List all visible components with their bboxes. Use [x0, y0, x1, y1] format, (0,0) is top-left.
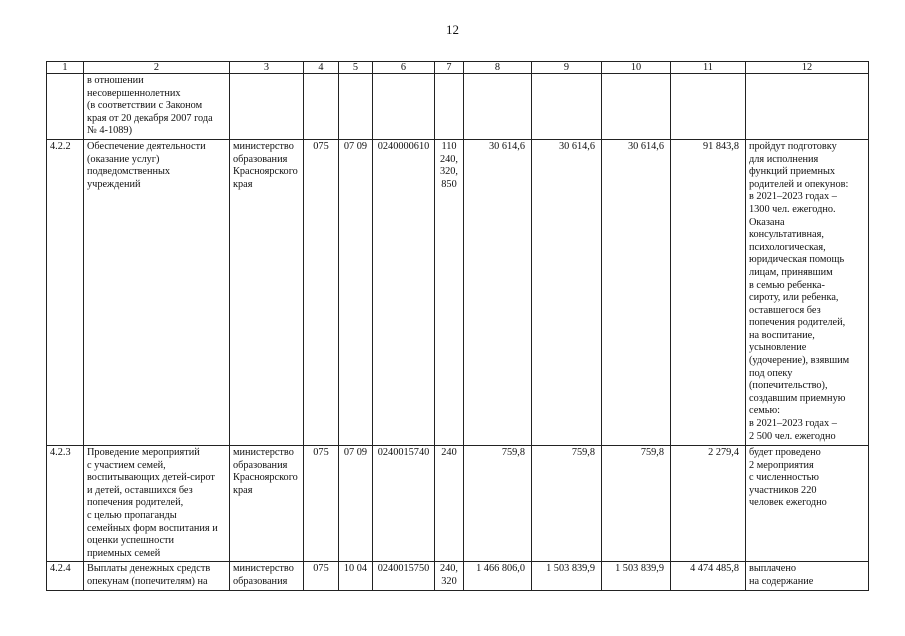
- cell-line: выплачено: [749, 563, 796, 575]
- header-cell: 2: [84, 62, 230, 74]
- cell-line: 1300 чел. ежегодно.: [749, 203, 836, 215]
- item-name-cell: [84, 562, 230, 590]
- cell-line: края: [233, 484, 253, 496]
- cell-text: 07 09: [343, 446, 368, 458]
- rzpr-code-cell: [339, 139, 373, 445]
- header-cell: 3: [230, 62, 304, 74]
- cell-line: функций приемных: [749, 166, 836, 178]
- cell-line: семью:: [749, 405, 781, 417]
- item-name-cell: [84, 445, 230, 561]
- cell-line: 110: [441, 140, 457, 152]
- amount-2023-cell: [602, 74, 671, 140]
- cell-line: человек ежегодно: [749, 497, 827, 509]
- amount-2023-cell: [602, 139, 671, 445]
- amount-2023-cell: [602, 562, 671, 590]
- cell-text: 30 614,6: [488, 140, 525, 152]
- vr-code-cell: [435, 445, 464, 561]
- cell-line: пройдут подготовку: [749, 140, 837, 152]
- cell-text: 07 09: [343, 140, 368, 152]
- cell-line: 240,: [439, 563, 459, 575]
- budget-table: [46, 61, 869, 591]
- cell-line: в 2021–2023 годах –: [749, 418, 837, 430]
- cell-line: попечения родителей,: [87, 497, 184, 509]
- cell-line: Выплаты денежных средств: [87, 563, 211, 575]
- amount-2023-cell: [602, 445, 671, 561]
- cell-line: Оказана: [749, 216, 785, 228]
- item-number-cell: [47, 139, 84, 445]
- header-cell: 9: [532, 62, 602, 74]
- expected-result-cell: [746, 139, 869, 445]
- cell-line: 240: [441, 446, 457, 458]
- cell-line: приемных семей: [87, 547, 161, 559]
- table-body: [47, 62, 869, 591]
- cell-line: и детей, оставшихся без: [87, 484, 193, 496]
- header-cell: 8: [464, 62, 532, 74]
- cell-text: 2 279,4: [708, 446, 739, 458]
- cell-line: на воспитание,: [749, 329, 815, 341]
- table-row: [47, 445, 869, 561]
- cell-line: в семью ребенка-: [749, 279, 825, 291]
- header-cell: 1: [47, 62, 84, 74]
- cell-line: края от 20 декабря 2007 года: [87, 112, 213, 124]
- header-cell: 12: [746, 62, 869, 74]
- cell-line: воспитывающих детей-сирот: [87, 472, 215, 484]
- cell-line: министерство: [233, 446, 294, 458]
- grbs-code-cell: [304, 562, 339, 590]
- grbs-code-cell: [304, 445, 339, 561]
- cell-text: 759,8: [571, 446, 595, 458]
- item-number-cell: [47, 74, 84, 140]
- cell-line: на содержание: [749, 575, 814, 587]
- cell-line: учреждений: [87, 178, 141, 190]
- cell-line: подведомственных: [87, 166, 171, 178]
- table-row: [47, 139, 869, 445]
- csr-code-cell: [373, 139, 435, 445]
- cell-line: 2 мероприятия: [749, 459, 814, 471]
- item-number-cell: [47, 445, 84, 561]
- cell-line: участников 220: [749, 484, 817, 496]
- cell-text: 4.2.2: [50, 140, 71, 152]
- amount-2022-cell: [532, 445, 602, 561]
- cell-line: несовершеннолетних: [87, 87, 181, 99]
- cell-text: 1 466 806,0: [476, 563, 525, 575]
- header-cell: 10: [602, 62, 671, 74]
- csr-code-cell: [373, 562, 435, 590]
- amount-2021-cell: [464, 445, 532, 561]
- expected-result-cell: [746, 445, 869, 561]
- cell-line: оценки успешности: [87, 535, 175, 547]
- cell-line: в отношении: [87, 75, 144, 86]
- amount-2022-cell: [532, 74, 602, 140]
- cell-line: попечения родителей,: [749, 317, 846, 329]
- amount-2021-cell: [464, 562, 532, 590]
- grbs-code-cell: [304, 74, 339, 140]
- vr-code-cell: [435, 74, 464, 140]
- amount-total-cell: [671, 139, 746, 445]
- table-row: [47, 74, 869, 140]
- cell-line: Красноярского: [233, 166, 298, 178]
- header-cell: 11: [671, 62, 746, 74]
- grbs-code-cell: [304, 139, 339, 445]
- cell-text: 0240000610: [377, 140, 430, 152]
- cell-line: 2 500 чел. ежегодно: [749, 430, 836, 442]
- vr-code-cell: [435, 139, 464, 445]
- cell-line: с численностью: [749, 472, 819, 484]
- cell-text: 0240015740: [377, 446, 430, 458]
- cell-line: усыновление: [749, 342, 807, 354]
- cell-line: юридическая помощь: [749, 254, 845, 266]
- cell-line: (в соответствии с Законом: [87, 100, 203, 112]
- page-number: 12: [446, 22, 459, 37]
- cell-text: 075: [313, 140, 329, 152]
- csr-code-cell: [373, 445, 435, 561]
- cell-line: сироту, или ребенка,: [749, 292, 839, 304]
- cell-line: в 2021–2023 годах –: [749, 191, 837, 203]
- cell-line: 320,: [439, 166, 459, 178]
- cell-line: (попечительство),: [749, 380, 828, 392]
- cell-line: 850: [441, 178, 457, 190]
- cell-line: края: [233, 178, 253, 190]
- expected-result-cell: [746, 562, 869, 590]
- cell-line: родителей и опекунов:: [749, 178, 849, 190]
- amount-2022-cell: [532, 139, 602, 445]
- vr-code-cell: [435, 562, 464, 590]
- header-cell: 6: [373, 62, 435, 74]
- cell-line: лицам, принявшим: [749, 266, 833, 278]
- cell-line: 320: [441, 575, 457, 587]
- rzpr-code-cell: [339, 74, 373, 140]
- cell-text: 1 503 839,9: [546, 563, 595, 575]
- table-row: [47, 562, 869, 590]
- item-name-cell: [84, 74, 230, 140]
- cell-line: 240,: [439, 153, 459, 165]
- header-cell: 7: [435, 62, 464, 74]
- cell-line: образования: [233, 459, 288, 471]
- rzpr-code-cell: [339, 562, 373, 590]
- ministry-cell: [230, 445, 304, 561]
- cell-text: 30 614,6: [627, 140, 664, 152]
- cell-line: (удочерение), взявшим: [749, 355, 850, 367]
- cell-line: министерство: [233, 563, 294, 575]
- expected-result-cell: [746, 74, 869, 140]
- cell-line: образования: [233, 575, 288, 587]
- header-cell: 5: [339, 62, 373, 74]
- ministry-cell: [230, 562, 304, 590]
- amount-total-cell: [671, 74, 746, 140]
- cell-text: 075: [313, 446, 329, 458]
- ministry-cell: [230, 74, 304, 140]
- amount-total-cell: [671, 562, 746, 590]
- cell-line: будет проведено: [749, 446, 821, 458]
- header-cell: 4: [304, 62, 339, 74]
- cell-text: 759,8: [501, 446, 525, 458]
- cell-text: 30 614,6: [558, 140, 595, 152]
- cell-line: № 4-1089): [87, 125, 132, 137]
- cell-text: 759,8: [640, 446, 664, 458]
- cell-line: Проведение мероприятий: [87, 446, 200, 458]
- cell-text: 91 843,8: [702, 140, 739, 152]
- cell-line: оставшегося без: [749, 304, 821, 316]
- item-name-cell: [84, 139, 230, 445]
- cell-text: 4 474 485,8: [690, 563, 739, 575]
- cell-line: для исполнения: [749, 153, 819, 165]
- cell-line: консультативная,: [749, 229, 824, 241]
- cell-line: под опеку: [749, 367, 793, 379]
- amount-2021-cell: [464, 139, 532, 445]
- ministry-cell: [230, 139, 304, 445]
- cell-line: создавшим приемную: [749, 392, 846, 404]
- amount-2022-cell: [532, 562, 602, 590]
- cell-line: семейных форм воспитания и: [87, 522, 218, 534]
- cell-line: Обеспечение деятельности: [87, 140, 206, 152]
- item-number-cell: [47, 562, 84, 590]
- cell-line: опекунам (попечителям) на: [87, 575, 208, 587]
- cell-text: 4.2.4: [50, 563, 71, 575]
- amount-total-cell: [671, 445, 746, 561]
- cell-text: 4.2.3: [50, 446, 71, 458]
- cell-line: министерство: [233, 140, 294, 152]
- cell-text: 1 503 839,9: [615, 563, 664, 575]
- rzpr-code-cell: [339, 445, 373, 561]
- header-row: [47, 62, 869, 74]
- cell-line: образования: [233, 153, 288, 165]
- cell-line: Красноярского: [233, 472, 298, 484]
- amount-2021-cell: [464, 74, 532, 140]
- cell-text: 0240015750: [377, 563, 430, 575]
- cell-line: психологическая,: [749, 241, 826, 253]
- cell-line: с участием семей,: [87, 459, 166, 471]
- cell-text: 10 04: [343, 563, 368, 575]
- cell-line: (оказание услуг): [87, 153, 160, 165]
- csr-code-cell: [373, 74, 435, 140]
- cell-line: с целью пропаганды: [87, 509, 177, 521]
- cell-text: 075: [313, 563, 329, 575]
